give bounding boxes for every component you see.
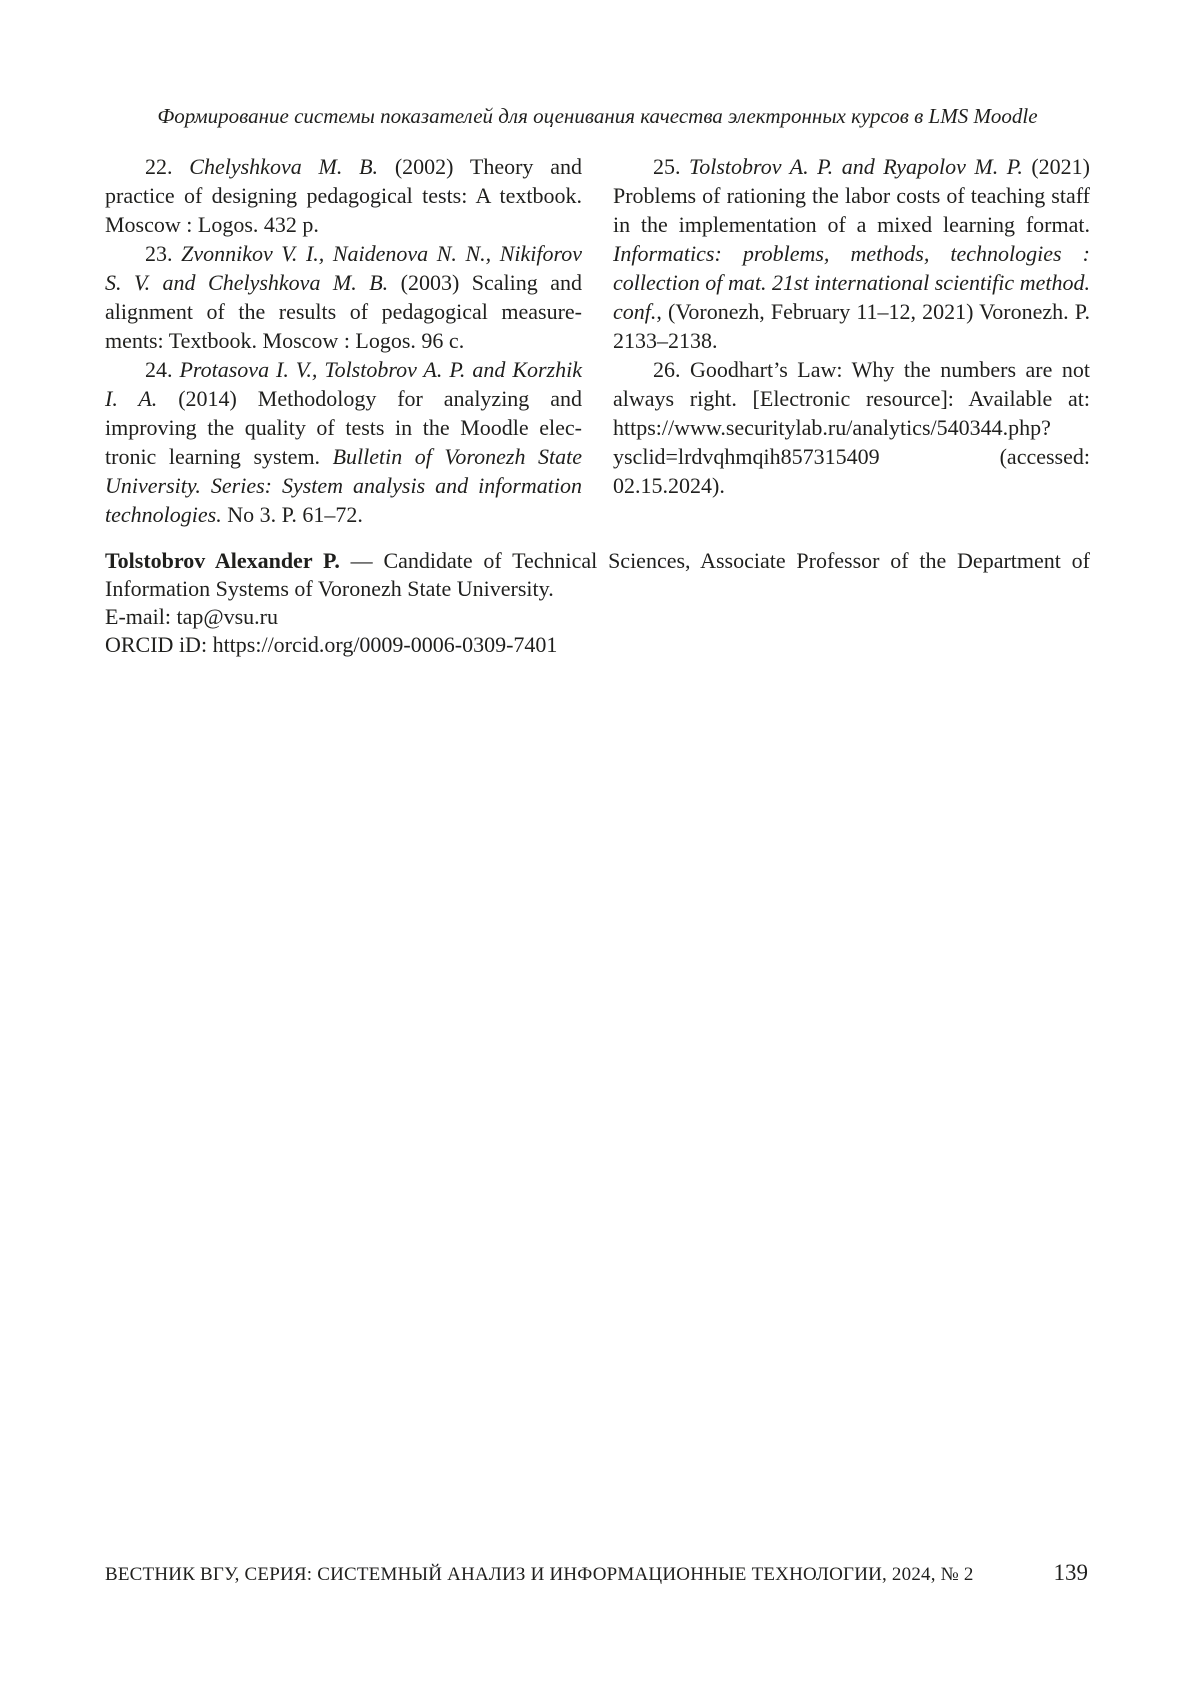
reference-segment: No 3. P. 61–72. bbox=[221, 502, 363, 527]
reference-segment: Protasova I. V., Tolstobrov A. P. and Korzhik I. A. bbox=[105, 357, 582, 411]
reference-segment: 25. bbox=[653, 154, 690, 179]
reference-segment: 26. Goodhart’s Law: Why the numbers are not always right. [Electronic resource]: Available at: https://www.securitylab.ru/analytics/540344.​php?ysclid=lrdvqhmqih857315409 (accessed: 02.15.2024). bbox=[613, 357, 1090, 498]
reference-segment: (2003) Scaling and alignment of the results of pedagogical measurements: Textbook. Moscow : Logos. 96 c. bbox=[105, 270, 582, 353]
reference-segment: Chelyshkova M. B. bbox=[189, 154, 379, 179]
page-footer bbox=[105, 1560, 1088, 1586]
page-content bbox=[105, 0, 1090, 659]
reference-segment: , (Voronezh, February 11–12, 2021) Voronezh. P. 2133–2138. bbox=[613, 299, 1090, 353]
reference-segment: (2002) Theory and practice of designing pedagogical tests: A textbook. Moscow : Logos. 432 p. bbox=[105, 154, 582, 237]
author-orcid-line bbox=[105, 631, 1090, 659]
orcid-label: ORCID iD: bbox=[105, 632, 213, 657]
reference-segment: Zvonnikov V. I., Naidenova N. N., Nikiforov S. V. and Chelyshkova M. B. bbox=[105, 241, 582, 295]
reference-segment: 23. bbox=[145, 241, 182, 266]
email-value: tap@vsu.ru bbox=[176, 604, 279, 629]
reference-item bbox=[613, 355, 1090, 500]
reference-segment: Tolstobrov A. P. and Ryapolov M. P. bbox=[689, 154, 1023, 179]
references-column-right bbox=[613, 152, 1090, 529]
references-section bbox=[105, 152, 1090, 529]
reference-segment: 22. bbox=[145, 154, 190, 179]
reference-segment: (2021) Problems of rationing the labor costs of teaching staff in the implementation of a mixed learning format. bbox=[613, 154, 1091, 237]
running-head: Формирование системы показателей для оценивания качества электронных курсов в LMS Moodle bbox=[157, 104, 1038, 128]
reference-item bbox=[105, 239, 582, 355]
reference-item bbox=[105, 152, 582, 239]
reference-segment: Bulletin of Voronezh State University. Series: System analysis and information technologies. bbox=[105, 444, 582, 527]
author-info bbox=[105, 547, 1090, 659]
reference-segment: Informatics: problems, methods, technologies : collection of mat. 21st international scientific method. conf. bbox=[613, 241, 1090, 324]
reference-segment: (2014) Methodology for analyzing and improving the quality of tests in the Moodle electronic learning system. bbox=[105, 386, 582, 469]
email-label: E-mail: bbox=[105, 604, 177, 629]
reference-item bbox=[105, 355, 582, 529]
author-bio-line bbox=[105, 547, 1090, 603]
reference-item bbox=[613, 152, 1090, 355]
page-number: 139 bbox=[1053, 1560, 1088, 1585]
references-column-left bbox=[105, 152, 582, 529]
author-email-line bbox=[105, 603, 1090, 631]
orcid-value: https://orcid.org/0009-0006-0309-7401 bbox=[212, 632, 558, 657]
author-description: — Candidate of Technical Sciences, Associate Professor of the Department of Information Systems of Voronezh State University. bbox=[105, 548, 1090, 601]
reference-segment: 24. bbox=[145, 357, 180, 382]
journal-title-line: ВЕСТНИК ВГУ, СЕРИЯ: СИСТЕМНЫЙ АНАЛИЗ И ИНФОРМАЦИОННЫЕ ТЕХНОЛОГИИ, 2024, № 2 bbox=[105, 1564, 974, 1585]
author-name: Tolstobrov Alexander P. bbox=[105, 548, 340, 573]
